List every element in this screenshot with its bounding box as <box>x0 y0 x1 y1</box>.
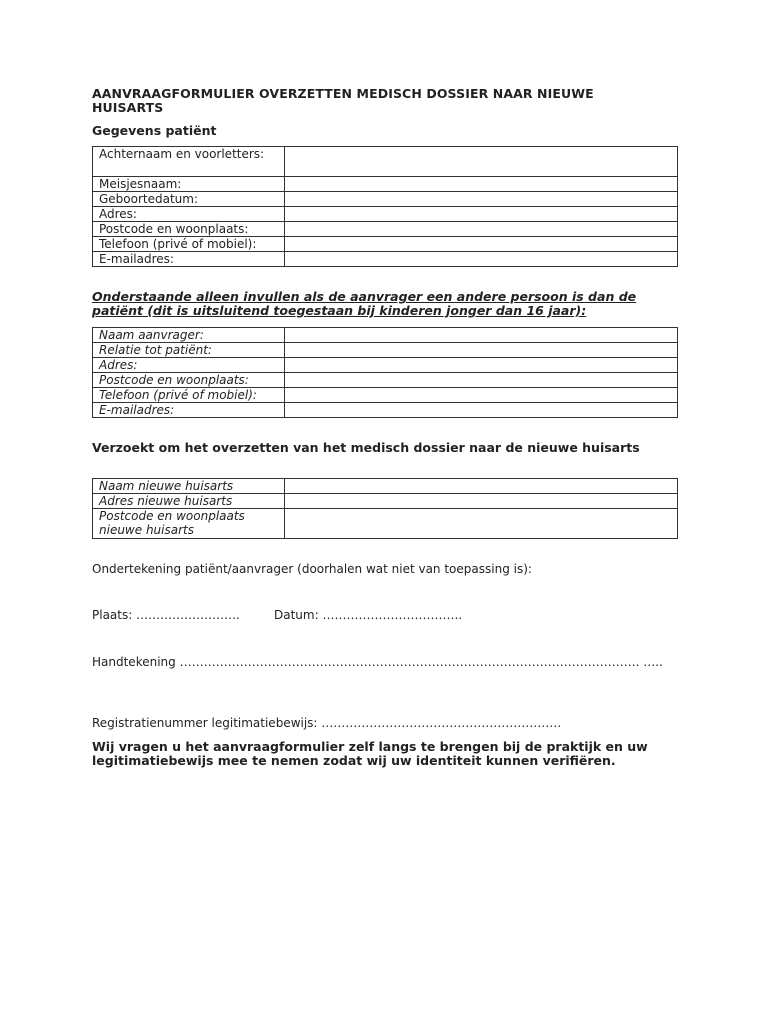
field-input[interactable] <box>285 358 678 373</box>
field-label: Postcode en woonplaats nieuwe huisarts <box>93 509 285 539</box>
requester-table <box>92 327 678 418</box>
closing-note: Wij vragen u het aanvraagformulier zelf langs te brengen bij de praktijk en uw legitimatiebewijs mee te nemen zodat wij uw identiteit kunnen verifiëren. <box>92 739 648 768</box>
table-row <box>93 252 678 267</box>
field-label: Postcode en woonplaats: <box>93 373 285 388</box>
new-gp-heading: Verzoekt om het overzetten van het medisch dossier naar de nieuwe huisarts <box>92 440 640 455</box>
table-row <box>93 403 678 418</box>
id-number-field[interactable]: Registratienummer legitimatiebewijs: …………………………………………………… <box>92 716 562 730</box>
field-label: Adres: <box>93 358 285 373</box>
field-input[interactable] <box>285 388 678 403</box>
field-input[interactable] <box>285 192 678 207</box>
page-title: AANVRAAGFORMULIER OVERZETTEN MEDISCH DOSSIER NAAR NIEUWE HUISARTS <box>92 86 594 115</box>
date-field[interactable]: Datum: …………………………….. <box>274 608 463 622</box>
field-label: Telefoon (privé of mobiel): <box>93 388 285 403</box>
patient-table <box>92 146 678 267</box>
table-row <box>93 328 678 343</box>
table-row <box>93 373 678 388</box>
table-row <box>93 207 678 222</box>
field-input[interactable] <box>285 509 678 539</box>
field-label: Adres: <box>93 207 285 222</box>
table-row <box>93 222 678 237</box>
field-input[interactable] <box>285 252 678 267</box>
field-label: Adres nieuwe huisarts <box>93 494 285 509</box>
signature-intro: Ondertekening patiënt/aanvrager (doorhalen wat niet van toepassing is): <box>92 562 532 576</box>
table-row <box>93 479 678 494</box>
field-input[interactable] <box>285 207 678 222</box>
new-gp-table <box>92 478 678 539</box>
table-row <box>93 509 678 539</box>
field-label: Telefoon (privé of mobiel): <box>93 237 285 252</box>
field-label: Naam aanvrager: <box>93 328 285 343</box>
signature-field[interactable]: Handtekening ……………………………………………………………………………………………………. ….. <box>92 655 663 669</box>
field-input[interactable] <box>285 494 678 509</box>
field-input[interactable] <box>285 222 678 237</box>
table-row <box>93 494 678 509</box>
table-row <box>93 237 678 252</box>
patient-heading: Gegevens patiënt <box>92 123 217 138</box>
field-input[interactable] <box>285 177 678 192</box>
field-label: Naam nieuwe huisarts <box>93 479 285 494</box>
table-row <box>93 388 678 403</box>
table-row <box>93 358 678 373</box>
field-input[interactable] <box>285 147 678 177</box>
field-label: Achternaam en voorletters: <box>93 147 285 177</box>
field-input[interactable] <box>285 403 678 418</box>
field-label: E-mailadres: <box>93 403 285 418</box>
field-label: Geboortedatum: <box>93 192 285 207</box>
table-row <box>93 147 678 177</box>
field-label: Relatie tot patiënt: <box>93 343 285 358</box>
field-label: Meisjesnaam: <box>93 177 285 192</box>
field-input[interactable] <box>285 373 678 388</box>
place-field[interactable]: Plaats: …………………….. <box>92 608 240 622</box>
field-input[interactable] <box>285 237 678 252</box>
requester-note: Onderstaande alleen invullen als de aanvrager een andere persoon is dan de patiënt (dit is uitsluitend toegestaan bij kinderen jonger dan 16 jaar): <box>92 289 637 318</box>
field-label: E-mailadres: <box>93 252 285 267</box>
table-row <box>93 192 678 207</box>
table-row <box>93 343 678 358</box>
field-label: Postcode en woonplaats: <box>93 222 285 237</box>
table-row <box>93 177 678 192</box>
field-input[interactable] <box>285 343 678 358</box>
field-input[interactable] <box>285 328 678 343</box>
field-input[interactable] <box>285 479 678 494</box>
